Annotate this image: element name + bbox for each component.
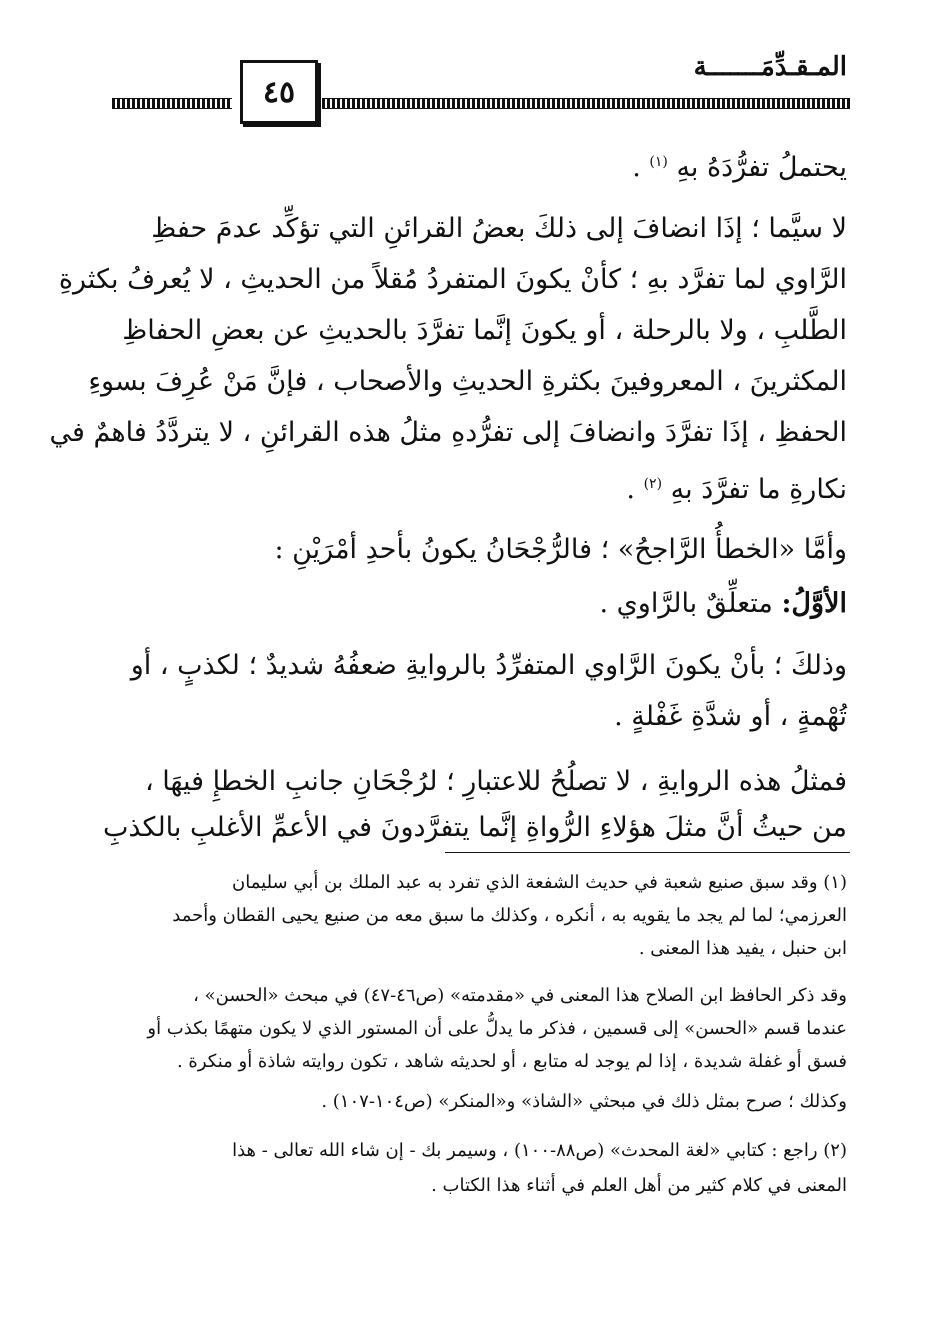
footnote-line-2: العرزمي؛ لما لم يجد ما يقويه به ، أنكره ، وكذلك ما سبق معه من صنيع يحيى القطان وأحمد (172, 905, 847, 926)
body-line-2: لا سيَّما ؛ إذَا انضافَ إلى ذلكَ بعضُ القرائنِ التي تؤكِّد عدمَ حفظِ (151, 213, 847, 244)
body-line-4: الطَّلبِ ، ولا بالرحلة ، أو يكونَ إنَّما تفرَّدَ بالحديثِ عن بعضِ الحفاظِ (122, 315, 847, 346)
header-rule-left (112, 98, 232, 109)
line-end-dot: . (632, 152, 641, 183)
header-rule-right (322, 98, 850, 109)
body-line-1 (632, 142, 847, 188)
first-point-label: الأوَّلُ: (781, 588, 847, 619)
footnote-line-3: ابن حنبل ، يفيد هذا المعنى . (638, 938, 847, 959)
footnote-line-9: المعنى في كلام كثير من أهل العلم في أثناء هذا الكتاب . (431, 1175, 847, 1196)
body-line-text: نكارةِ ما تفرَّدَ بهِ (670, 474, 847, 505)
body-line-3: الرَّاوي لما تفرَّد بهِ ؛ كأنْ يكونَ المتفردُ مُقلاً من الحديثِ ، لا يُعرفُ بكثرةِ (58, 264, 847, 295)
body-line-6: الحفظِ ، إذَا تفرَّدَ وانضافَ إلى تفرُّدهِ مثلُ هذه القرائنِ ، لا يتردَّدُ فاهمٌ في (49, 417, 847, 448)
footnote-line-8: (٢) راجع : كتابي «لغة المحدث» (ص٨٨-١٠٠) ، وسيمر بك - إن شاء الله تعالى - هذا (232, 1140, 847, 1161)
footnote-line-6: فسق أو غفلة شديدة ، إذا لم يوجد له متابع ، أو لحديثه شاهد ، تكون روايته شاذة أو منكرة . (176, 1051, 847, 1072)
page-number: ٤٥ (240, 60, 318, 124)
footnote-line-1: (١) وقد سبق صنيع شعبة في حديث الشفعة الذي تفرد به عبد الملك بن أبي سليمان (232, 872, 847, 893)
footnote-line-5: عندما قسم «الحسن» إلى قسمين ، فذكر ما يدلُّ على أن المستور الذي لا يكون متهمًا بكذب أو (147, 1018, 847, 1039)
body-line-13: من حيثُ أنَّ مثلَ هؤلاءِ الرُّواةِ إنَّما يتفرَّدونَ في الأعمِّ الأغلبِ بالكذبِ (102, 812, 847, 843)
running-header-title: المـقـدِّمَـــــــة (693, 52, 847, 82)
body-line-7 (626, 464, 847, 510)
body-line-9 (599, 584, 847, 624)
line-end-dot: . (626, 474, 635, 505)
footnote-ref-2: (٢) (643, 476, 663, 492)
footnote-line-7: وكذلك ؛ صرح بمثل ذلك في مبحثي «الشاذ» و«المنكر» (ص١٠٤-١٠٧) . (321, 1091, 847, 1112)
body-line-text: يحتملُ تفرُّدَهُ بهِ (676, 152, 847, 183)
body-line-text: متعلِّقٌ بالرَّاوي . (599, 588, 773, 619)
body-line-8: وأمَّا «الخطأُ الرَّاجحُ» ؛ فالرُّجْحَانُ يكونُ بأحدِ أمْرَيْنِ : (274, 534, 847, 565)
body-line-11: تُهْمةٍ ، أو شدَّةِ غَفْلةٍ . (614, 701, 847, 732)
body-line-12: فمثلُ هذه الروايةِ ، لا تصلُحُ للاعتبارِ ؛ لرُجْحَانِ جانبِ الخطإِ فيهَا ، (144, 766, 847, 797)
body-line-10: وذلكَ ؛ بأنْ يكونَ الرَّاوي المتفرِّدُ بالروايةِ ضعفُهُ شديدٌ ؛ لكذبٍ ، أو (130, 650, 847, 681)
footnote-ref-1: (١) (649, 154, 668, 170)
body-line-5: المكثرينَ ، المعروفينَ بكثرةِ الحديثِ والأصحاب ، فإنَّ مَنْ عُرِفَ بسوءِ (88, 366, 847, 397)
footnote-separator (445, 852, 850, 853)
footnote-line-4: وقد ذكر الحافظ ابن الصلاح هذا المعنى في «مقدمته» (ص٤٦-٤٧) في مبحث «الحسن» ، (193, 985, 847, 1006)
